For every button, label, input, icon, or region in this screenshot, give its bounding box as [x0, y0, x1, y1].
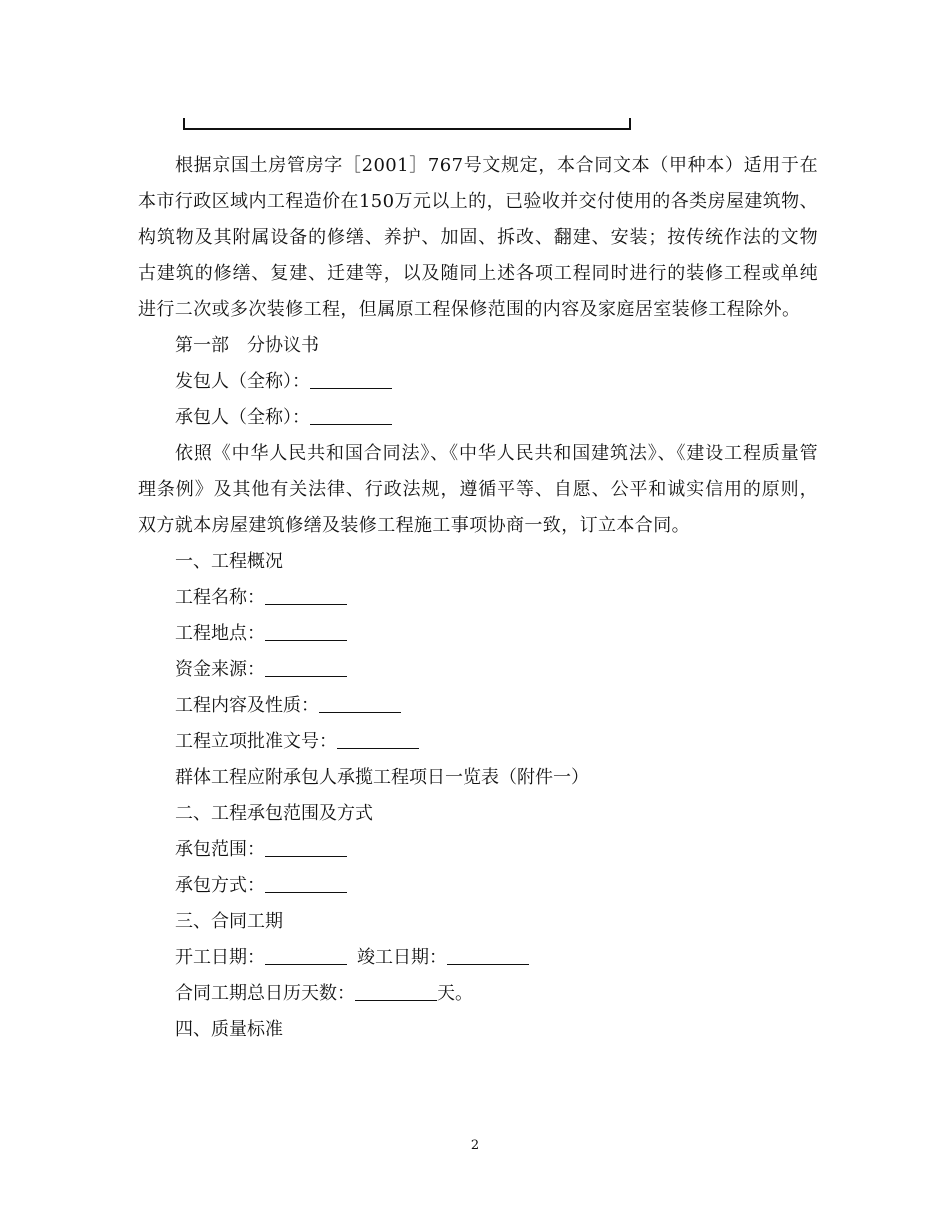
dates-line	[138, 940, 818, 976]
section2-heading: 二、工程承包范围及方式	[175, 803, 373, 824]
scope-label: 承包范围：	[175, 839, 265, 860]
project-content-line	[138, 688, 818, 724]
employer-blank[interactable]	[310, 366, 392, 389]
total-days-line	[138, 976, 818, 1012]
section1-heading: 一、工程概况	[175, 551, 283, 572]
total-days-blank[interactable]	[355, 978, 437, 1001]
approval-number-blank[interactable]	[337, 726, 419, 749]
method-label: 承包方式：	[175, 875, 265, 896]
approval-number-label: 工程立项批准文号：	[175, 731, 337, 752]
page-number: 2	[470, 1138, 480, 1153]
method-blank[interactable]	[265, 870, 347, 893]
project-location-blank[interactable]	[265, 618, 347, 641]
project-location-line	[138, 616, 818, 652]
contractor-blank[interactable]	[310, 402, 392, 425]
project-location-label: 工程地点：	[175, 623, 265, 644]
group-project-note: 群体工程应附承包人承揽工程项日一览表（附件一）	[175, 767, 589, 788]
project-content-label: 工程内容及性质：	[175, 695, 319, 716]
funding-source-line	[138, 652, 818, 688]
section4-heading: 四、质量标准	[175, 1019, 283, 1040]
project-name-blank[interactable]	[265, 582, 347, 605]
employer-line	[138, 364, 818, 400]
contractor-line	[138, 400, 818, 436]
part-heading: 第一部 分协议书	[175, 335, 319, 356]
approval-number-line	[138, 724, 818, 760]
project-name-label: 工程名称：	[175, 587, 265, 608]
total-days-label: 合同工期总日历天数：	[175, 983, 355, 1004]
completion-date-label: 竣工日期：	[357, 947, 447, 968]
total-days-unit: 天。	[437, 983, 473, 1004]
document-body	[138, 148, 818, 1048]
scope-blank[interactable]	[265, 834, 347, 857]
funding-source-blank[interactable]	[265, 654, 347, 677]
start-date-blank[interactable]	[265, 942, 347, 965]
completion-date-blank[interactable]	[447, 942, 529, 965]
intro-paragraph: 根据京国土房管房字［2001］767号文规定，本合同文本（甲种本）适用于在本市行政区域内工程造价在150万元以上的，已验收并交付使用的各类房屋建筑物、构筑物及其附属设备的修缮、养护、加固、拆改、翻建、安装；按传统作法的文物古建筑的修缮、复建、迁建等，以及随同上述各项工程同时进行的装修工程或单纯进行二次或多次装修工程，但属原工程保修范围的内容及家庭居室装修工程除外。	[138, 155, 818, 320]
project-content-blank[interactable]	[319, 690, 401, 713]
start-date-label: 开工日期：	[175, 947, 265, 968]
section3-heading: 三、合同工期	[175, 911, 283, 932]
employer-label: 发包人（全称）：	[175, 371, 310, 392]
basis-paragraph: 依照《中华人民共和国合同法》、《中华人民共和国建筑法》、《建设工程质量管理条例》及其他有关法律、行政法规，遵循平等、自愿、公平和诚实信用的原则，双方就本房屋建筑修缮及装修工程施工事项协商一致，订立本合同。	[138, 443, 818, 536]
project-name-line	[138, 580, 818, 616]
method-line	[138, 868, 818, 904]
table-bottom-border	[183, 118, 631, 130]
funding-source-label: 资金来源：	[175, 659, 265, 680]
scope-line	[138, 832, 818, 868]
contractor-label: 承包人（全称）：	[175, 407, 310, 428]
